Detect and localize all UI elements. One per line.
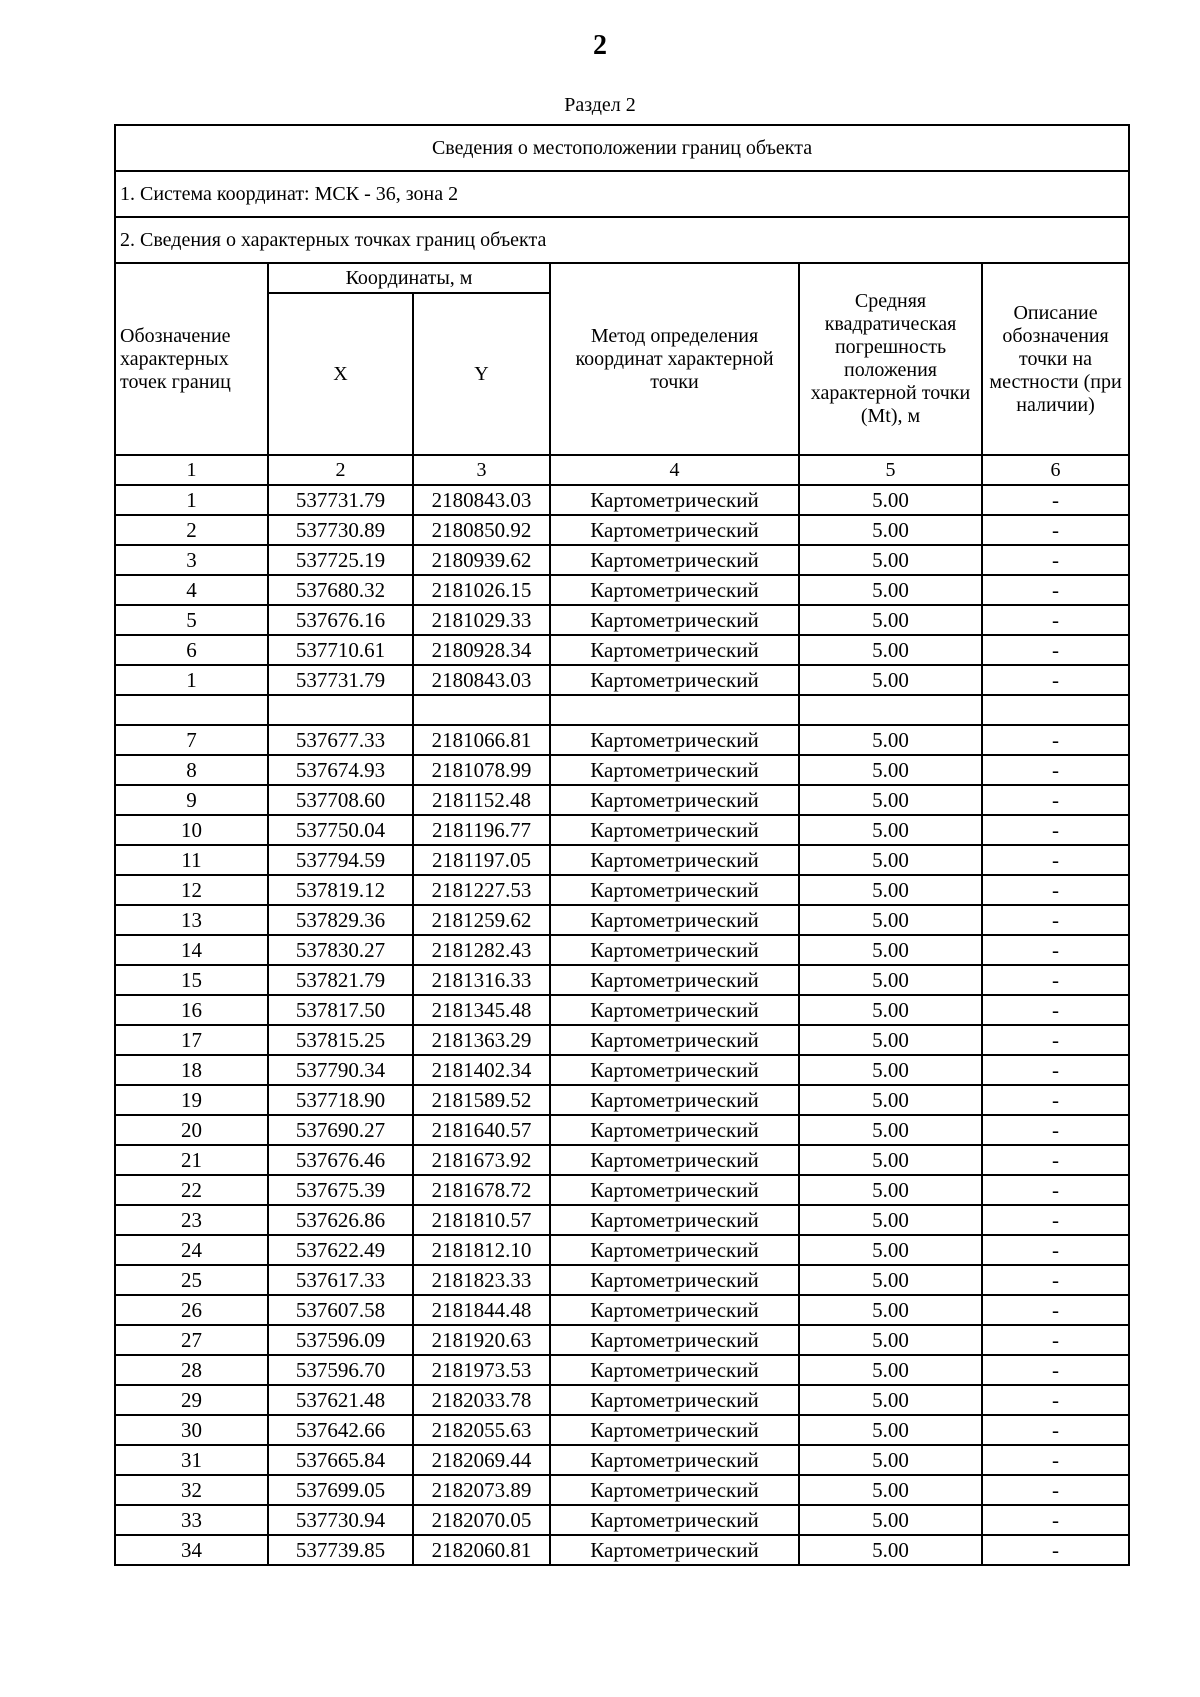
point-id: 25 — [115, 1265, 268, 1295]
method: Картометрический — [550, 1145, 799, 1175]
coord-x: 537829.36 — [268, 905, 413, 935]
point-id: 13 — [115, 905, 268, 935]
method: Картометрический — [550, 1055, 799, 1085]
description: - — [982, 485, 1129, 515]
table-row — [115, 1475, 1129, 1505]
coord-x: 537676.46 — [268, 1145, 413, 1175]
table-row — [115, 1235, 1129, 1265]
coord-x: 537626.86 — [268, 1205, 413, 1235]
error-value: 5.00 — [799, 845, 982, 875]
coord-y: 2181197.05 — [413, 845, 550, 875]
description: - — [982, 1385, 1129, 1415]
coord-x: 537622.49 — [268, 1235, 413, 1265]
table-row — [115, 635, 1129, 665]
point-id: 32 — [115, 1475, 268, 1505]
point-id: 24 — [115, 1235, 268, 1265]
point-id — [115, 695, 268, 725]
table-row — [115, 515, 1129, 545]
method: Картометрический — [550, 815, 799, 845]
description: - — [982, 1445, 1129, 1475]
table-row — [115, 1445, 1129, 1475]
table-row — [115, 575, 1129, 605]
error-value: 5.00 — [799, 935, 982, 965]
error-value: 5.00 — [799, 1445, 982, 1475]
method: Картометрический — [550, 1265, 799, 1295]
point-id: 15 — [115, 965, 268, 995]
error-value: 5.00 — [799, 1385, 982, 1415]
coord-y: 2181066.81 — [413, 725, 550, 755]
point-id: 6 — [115, 635, 268, 665]
coord-y: 2181363.29 — [413, 1025, 550, 1055]
error-value: 5.00 — [799, 725, 982, 755]
table-row — [115, 815, 1129, 845]
coord-x: 537731.79 — [268, 485, 413, 515]
method: Картометрический — [550, 635, 799, 665]
point-id: 19 — [115, 1085, 268, 1115]
description: - — [982, 1115, 1129, 1145]
point-id: 9 — [115, 785, 268, 815]
point-id: 26 — [115, 1295, 268, 1325]
coord-y: 2181640.57 — [413, 1115, 550, 1145]
coord-y: 2181282.43 — [413, 935, 550, 965]
error-value: 5.00 — [799, 635, 982, 665]
point-id: 4 — [115, 575, 268, 605]
column-number: 3 — [413, 455, 550, 485]
error-value: 5.00 — [799, 965, 982, 995]
coord-x: 537699.05 — [268, 1475, 413, 1505]
coord-y: 2182033.78 — [413, 1385, 550, 1415]
method: Картометрический — [550, 665, 799, 695]
description: - — [982, 815, 1129, 845]
section-label: Раздел 2 — [564, 94, 636, 116]
coord-y: 2181029.33 — [413, 605, 550, 635]
error-value: 5.00 — [799, 1145, 982, 1175]
point-id: 8 — [115, 755, 268, 785]
error-value: 5.00 — [799, 1415, 982, 1445]
error-value: 5.00 — [799, 575, 982, 605]
coord-x: 537677.33 — [268, 725, 413, 755]
coord-y: 2181673.92 — [413, 1145, 550, 1175]
coord-x: 537710.61 — [268, 635, 413, 665]
coord-x: 537708.60 — [268, 785, 413, 815]
coord-x: 537730.94 — [268, 1505, 413, 1535]
error-value: 5.00 — [799, 515, 982, 545]
coord-x: 537819.12 — [268, 875, 413, 905]
error-value: 5.00 — [799, 1085, 982, 1115]
description: - — [982, 665, 1129, 695]
description: - — [982, 755, 1129, 785]
coord-x: 537794.59 — [268, 845, 413, 875]
coord-x: 537790.34 — [268, 1055, 413, 1085]
description: - — [982, 995, 1129, 1025]
description: - — [982, 1325, 1129, 1355]
table-row — [115, 1535, 1129, 1565]
point-id: 18 — [115, 1055, 268, 1085]
table-row — [115, 725, 1129, 755]
error-value: 5.00 — [799, 1235, 982, 1265]
error-value: 5.00 — [799, 755, 982, 785]
error-value: 5.00 — [799, 1475, 982, 1505]
error-value: 5.00 — [799, 905, 982, 935]
table-row — [115, 1175, 1129, 1205]
error-value: 5.00 — [799, 1535, 982, 1565]
point-id: 11 — [115, 845, 268, 875]
point-id: 10 — [115, 815, 268, 845]
error-value — [799, 695, 982, 725]
coord-x: 537718.90 — [268, 1085, 413, 1115]
point-id: 21 — [115, 1145, 268, 1175]
error-value: 5.00 — [799, 1055, 982, 1085]
header-description: Описание обозначения точки на местности (при наличии) — [982, 263, 1129, 455]
description: - — [982, 575, 1129, 605]
table-row — [115, 1355, 1129, 1385]
method: Картометрический — [550, 1385, 799, 1415]
error-value: 5.00 — [799, 1115, 982, 1145]
coord-y: 2181844.48 — [413, 1295, 550, 1325]
description: - — [982, 965, 1129, 995]
coord-y: 2182073.89 — [413, 1475, 550, 1505]
table-row — [115, 1295, 1129, 1325]
error-value: 5.00 — [799, 485, 982, 515]
method: Картометрический — [550, 575, 799, 605]
point-id: 3 — [115, 545, 268, 575]
coord-x: 537821.79 — [268, 965, 413, 995]
table-row — [115, 485, 1129, 515]
coord-x: 537690.27 — [268, 1115, 413, 1145]
table-row — [115, 1115, 1129, 1145]
point-id: 1 — [115, 485, 268, 515]
table-row — [115, 875, 1129, 905]
point-id: 14 — [115, 935, 268, 965]
coord-y: 2181078.99 — [413, 755, 550, 785]
method: Картометрический — [550, 1325, 799, 1355]
error-value: 5.00 — [799, 995, 982, 1025]
table-row — [115, 695, 1129, 725]
coordinate-system: 1. Система координат: МСК - 36, зона 2 — [115, 171, 1129, 217]
description: - — [982, 785, 1129, 815]
point-id: 20 — [115, 1115, 268, 1145]
coord-x: 537607.58 — [268, 1295, 413, 1325]
table-row — [115, 1505, 1129, 1535]
method: Картометрический — [550, 935, 799, 965]
table-row — [115, 1055, 1129, 1085]
coord-y: 2181823.33 — [413, 1265, 550, 1295]
description: - — [982, 1265, 1129, 1295]
table-row — [115, 1085, 1129, 1115]
table-row — [115, 905, 1129, 935]
table-row — [115, 1265, 1129, 1295]
error-value: 5.00 — [799, 1295, 982, 1325]
coord-x: 537674.93 — [268, 755, 413, 785]
point-id: 7 — [115, 725, 268, 755]
coord-y: 2181316.33 — [413, 965, 550, 995]
description: - — [982, 845, 1129, 875]
method: Картометрический — [550, 1445, 799, 1475]
coord-x: 537596.09 — [268, 1325, 413, 1355]
points-caption: 2. Сведения о характерных точках границ объекта — [115, 217, 1129, 263]
description: - — [982, 1025, 1129, 1055]
column-number: 1 — [115, 455, 268, 485]
coord-x: 537675.39 — [268, 1175, 413, 1205]
table-row — [115, 755, 1129, 785]
coord-x: 537725.19 — [268, 545, 413, 575]
error-value: 5.00 — [799, 785, 982, 815]
method: Картометрический — [550, 1175, 799, 1205]
coord-x: 537665.84 — [268, 1445, 413, 1475]
coord-x: 537617.33 — [268, 1265, 413, 1295]
method: Картометрический — [550, 1355, 799, 1385]
coord-y: 2181259.62 — [413, 905, 550, 935]
description: - — [982, 605, 1129, 635]
point-id: 28 — [115, 1355, 268, 1385]
table-row — [115, 995, 1129, 1025]
method: Картометрический — [550, 605, 799, 635]
point-id: 23 — [115, 1205, 268, 1235]
description: - — [982, 905, 1129, 935]
error-value: 5.00 — [799, 545, 982, 575]
point-id: 30 — [115, 1415, 268, 1445]
point-id: 5 — [115, 605, 268, 635]
method: Картометрический — [550, 1475, 799, 1505]
coord-y: 2182069.44 — [413, 1445, 550, 1475]
coord-y: 2181345.48 — [413, 995, 550, 1025]
error-value: 5.00 — [799, 605, 982, 635]
coord-y: 2180850.92 — [413, 515, 550, 545]
coord-x: 537676.16 — [268, 605, 413, 635]
description: - — [982, 545, 1129, 575]
header-method: Метод определения координат характерной точки — [550, 263, 799, 455]
method: Картометрический — [550, 1415, 799, 1445]
method: Картометрический — [550, 755, 799, 785]
point-id: 33 — [115, 1505, 268, 1535]
coord-y: 2181026.15 — [413, 575, 550, 605]
coord-y: 2182070.05 — [413, 1505, 550, 1535]
point-id: 16 — [115, 995, 268, 1025]
description: - — [982, 1175, 1129, 1205]
table-row — [115, 665, 1129, 695]
method: Картометрический — [550, 515, 799, 545]
table-row — [115, 1385, 1129, 1415]
point-id: 1 — [115, 665, 268, 695]
coord-x: 537817.50 — [268, 995, 413, 1025]
method: Картометрический — [550, 725, 799, 755]
coord-x: 537621.48 — [268, 1385, 413, 1415]
coord-x: 537642.66 — [268, 1415, 413, 1445]
method: Картометрический — [550, 845, 799, 875]
coord-y: 2181973.53 — [413, 1355, 550, 1385]
point-id: 22 — [115, 1175, 268, 1205]
error-value: 5.00 — [799, 1175, 982, 1205]
description — [982, 695, 1129, 725]
coord-y: 2181920.63 — [413, 1325, 550, 1355]
method: Картометрический — [550, 1295, 799, 1325]
coord-x: 537739.85 — [268, 1535, 413, 1565]
error-value: 5.00 — [799, 665, 982, 695]
header-x: X — [268, 293, 413, 455]
point-id: 29 — [115, 1385, 268, 1415]
table-row — [115, 605, 1129, 635]
coord-y: 2181196.77 — [413, 815, 550, 845]
method: Картометрический — [550, 1115, 799, 1145]
method: Картометрический — [550, 1205, 799, 1235]
coord-x: 537731.79 — [268, 665, 413, 695]
method: Картометрический — [550, 995, 799, 1025]
coord-y: 2181152.48 — [413, 785, 550, 815]
header-coordinates: Координаты, м — [268, 263, 550, 293]
method: Картометрический — [550, 1025, 799, 1055]
coord-x: 537596.70 — [268, 1355, 413, 1385]
description: - — [982, 725, 1129, 755]
table-row — [115, 1025, 1129, 1055]
coord-y: 2181810.57 — [413, 1205, 550, 1235]
table-row — [115, 965, 1129, 995]
table-row — [115, 845, 1129, 875]
coord-y: 2182055.63 — [413, 1415, 550, 1445]
coord-y: 2181812.10 — [413, 1235, 550, 1265]
error-value: 5.00 — [799, 1265, 982, 1295]
coord-y: 2181227.53 — [413, 875, 550, 905]
boundary-points-table — [114, 124, 1130, 1566]
method: Картометрический — [550, 1235, 799, 1265]
description: - — [982, 1055, 1129, 1085]
point-id: 17 — [115, 1025, 268, 1055]
point-id: 34 — [115, 1535, 268, 1565]
table-row — [115, 785, 1129, 815]
coord-y: 2181402.34 — [413, 1055, 550, 1085]
column-number-row — [115, 455, 1129, 485]
method: Картометрический — [550, 785, 799, 815]
description: - — [982, 1295, 1129, 1325]
coord-y — [413, 695, 550, 725]
coord-x: 537815.25 — [268, 1025, 413, 1055]
column-number: 4 — [550, 455, 799, 485]
coord-y: 2181678.72 — [413, 1175, 550, 1205]
method: Картометрический — [550, 1085, 799, 1115]
description: - — [982, 875, 1129, 905]
description: - — [982, 635, 1129, 665]
coord-y: 2180843.03 — [413, 485, 550, 515]
error-value: 5.00 — [799, 1505, 982, 1535]
coord-y: 2182060.81 — [413, 1535, 550, 1565]
table-title: Сведения о местоположении границ объекта — [115, 125, 1129, 171]
coord-x: 537680.32 — [268, 575, 413, 605]
table-row — [115, 1145, 1129, 1175]
description: - — [982, 1085, 1129, 1115]
table-row — [115, 1325, 1129, 1355]
point-id: 31 — [115, 1445, 268, 1475]
column-number: 2 — [268, 455, 413, 485]
description: - — [982, 1505, 1129, 1535]
header-y: Y — [413, 293, 550, 455]
coord-y: 2180843.03 — [413, 665, 550, 695]
error-value: 5.00 — [799, 1325, 982, 1355]
description: - — [982, 1145, 1129, 1175]
method — [550, 695, 799, 725]
description: - — [982, 515, 1129, 545]
method: Картометрический — [550, 965, 799, 995]
coord-y: 2180928.34 — [413, 635, 550, 665]
error-value: 5.00 — [799, 815, 982, 845]
point-id: 27 — [115, 1325, 268, 1355]
table-row — [115, 935, 1129, 965]
header-point-designation: Обозначение характерных точек границ — [115, 263, 268, 455]
description: - — [982, 1475, 1129, 1505]
table-row — [115, 1205, 1129, 1235]
description: - — [982, 1415, 1129, 1445]
header-error: Средняя квадратическая погрешность положения характерной точки (Mt), м — [799, 263, 982, 455]
description: - — [982, 935, 1129, 965]
coord-x: 537830.27 — [268, 935, 413, 965]
point-id: 12 — [115, 875, 268, 905]
coord-x: 537730.89 — [268, 515, 413, 545]
error-value: 5.00 — [799, 875, 982, 905]
method: Картометрический — [550, 905, 799, 935]
method: Картометрический — [550, 545, 799, 575]
coord-x: 537750.04 — [268, 815, 413, 845]
method: Картометрический — [550, 1535, 799, 1565]
point-id: 2 — [115, 515, 268, 545]
description: - — [982, 1535, 1129, 1565]
coord-y: 2180939.62 — [413, 545, 550, 575]
table-row — [115, 1415, 1129, 1445]
error-value: 5.00 — [799, 1205, 982, 1235]
page-number: 2 — [593, 30, 607, 61]
error-value: 5.00 — [799, 1355, 982, 1385]
column-number: 6 — [982, 455, 1129, 485]
description: - — [982, 1235, 1129, 1265]
table-row — [115, 545, 1129, 575]
description: - — [982, 1205, 1129, 1235]
method: Картометрический — [550, 875, 799, 905]
description: - — [982, 1355, 1129, 1385]
column-number: 5 — [799, 455, 982, 485]
error-value: 5.00 — [799, 1025, 982, 1055]
method: Картометрический — [550, 485, 799, 515]
coord-x — [268, 695, 413, 725]
method: Картометрический — [550, 1505, 799, 1535]
coord-y: 2181589.52 — [413, 1085, 550, 1115]
